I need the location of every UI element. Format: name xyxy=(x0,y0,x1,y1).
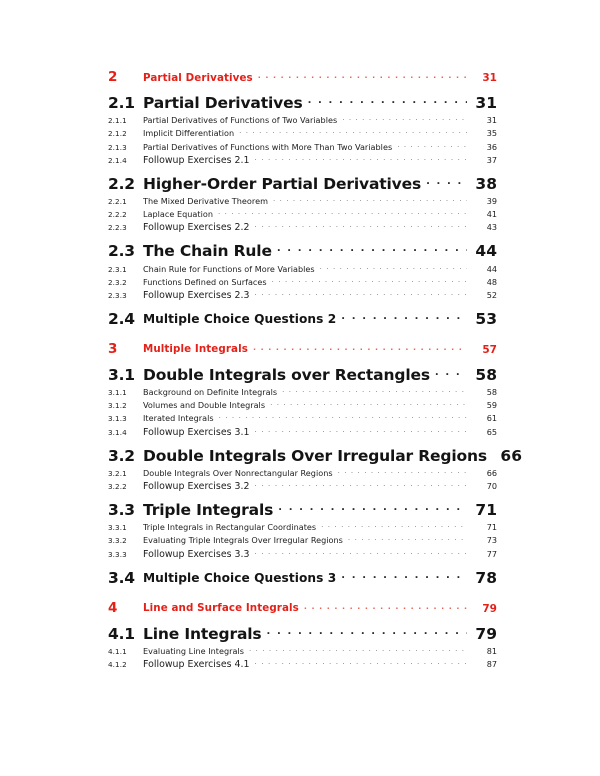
toc-leader-dots xyxy=(426,179,467,189)
toc-leader-dots xyxy=(435,370,467,380)
toc-leader-dots xyxy=(258,74,467,81)
toc-entry-page-number: 35 xyxy=(486,128,497,139)
toc-section-row[interactable] xyxy=(108,569,497,587)
toc-entry-page-number: 79 xyxy=(482,602,497,615)
toc-leader-dots xyxy=(348,537,467,543)
toc-subsection-row[interactable] xyxy=(108,535,497,545)
toc-entry-number: 2.3 xyxy=(108,242,135,261)
toc-entry-page-number: 48 xyxy=(486,276,497,287)
toc-entry-title: The Chain Rule xyxy=(143,242,272,261)
toc-entry-title: The Mixed Derivative Theorem xyxy=(143,195,268,206)
toc-entry-page-number: 70 xyxy=(486,481,497,491)
toc-entry-title: Followup Exercises 4.1 xyxy=(143,658,250,670)
toc-entry-title: Partial Derivatives xyxy=(143,94,303,112)
toc-subsection-row[interactable] xyxy=(108,646,497,656)
toc-entry-number: 3.2.1 xyxy=(108,468,127,478)
toc-chapter-row[interactable] xyxy=(108,600,497,616)
toc-entry-title: Double Integrals over Rectangles xyxy=(143,365,430,384)
toc-entry-title: Followup Exercises 2.2 xyxy=(143,222,250,234)
toc-entry-title: Partial Derivatives of Functions of Two Variables xyxy=(143,115,338,126)
toc-entry-number: 2.2.2 xyxy=(108,210,127,220)
toc-entry-page-number: 52 xyxy=(486,289,497,300)
toc-entry-title: Followup Exercises 3.2 xyxy=(143,481,250,492)
toc-subsection-row[interactable] xyxy=(108,222,497,233)
toc-entry-number: 3.2.2 xyxy=(108,482,127,491)
toc-entry-number: 3.4 xyxy=(108,568,135,587)
toc-entry-page-number: 44 xyxy=(486,263,497,274)
toc-leader-dots xyxy=(342,117,467,123)
toc-entry-page-number: 44 xyxy=(475,242,497,261)
toc-entry-number: 3.1.4 xyxy=(108,427,127,437)
toc-entry-title: Triple Integrals in Rectangular Coordinates xyxy=(143,522,317,533)
toc-subsection-row[interactable] xyxy=(108,155,497,166)
toc-leader-dots xyxy=(282,389,467,395)
toc-section-row[interactable] xyxy=(108,446,522,465)
toc-entry-page-number: 53 xyxy=(475,309,497,328)
toc-entry-page-number: 58 xyxy=(486,387,497,398)
toc-leader-dots xyxy=(321,524,467,530)
toc-subsection-row[interactable] xyxy=(108,209,497,219)
toc-entry-number: 2.1.2 xyxy=(108,129,127,139)
toc-entry-number: 2.3.1 xyxy=(108,264,127,274)
toc-subsection-row[interactable] xyxy=(108,387,497,397)
toc-entry-title: Iterated Integrals xyxy=(143,413,214,424)
toc-entry-title: Double Integrals Over Nonrectangular Regions xyxy=(143,467,333,478)
toc-entry-title: Followup Exercises 3.3 xyxy=(143,548,250,560)
toc-entry-page-number: 81 xyxy=(486,645,497,656)
toc-leader-dots xyxy=(270,402,467,408)
toc-entry-page-number: 71 xyxy=(475,501,497,519)
toc-leader-dots xyxy=(272,278,467,284)
toc-entry-title: Triple Integrals xyxy=(143,501,274,519)
toc-entry-number: 2 xyxy=(108,69,118,85)
toc-leader-dots xyxy=(277,246,467,256)
toc-leader-dots xyxy=(320,265,467,271)
toc-entry-page-number: 71 xyxy=(486,522,497,533)
toc-entry-number: 2.2.3 xyxy=(108,223,127,233)
toc-leader-dots xyxy=(338,470,467,476)
toc-section-row[interactable] xyxy=(108,625,497,643)
toc-entry-number: 3 xyxy=(108,340,118,357)
toc-entry-title: Functions Defined on Surfaces xyxy=(143,276,267,287)
toc-leader-dots xyxy=(397,143,467,149)
toc-subsection-row[interactable] xyxy=(108,549,497,560)
toc-entry-number: 2.2.1 xyxy=(108,196,127,206)
toc-entry-title: Chain Rule for Functions of More Variables xyxy=(143,263,315,274)
toc-subsection-row[interactable] xyxy=(108,659,497,670)
toc-entry-number: 3.1.1 xyxy=(108,388,127,398)
toc-entry-title: Partial Derivatives of Functions with More Than Two Variables xyxy=(143,141,393,152)
toc-subsection-row[interactable] xyxy=(108,142,497,152)
toc-subsection-row[interactable] xyxy=(108,290,497,301)
toc-leader-dots xyxy=(253,346,467,353)
toc-entry-page-number: 78 xyxy=(475,568,497,587)
toc-entry-page-number: 87 xyxy=(486,658,497,669)
toc-entry-title: Followup Exercises 3.1 xyxy=(143,426,250,438)
toc-entry-title: Evaluating Triple Integrals Over Irregular Regions xyxy=(143,535,343,546)
toc-entry-number: 4.1.1 xyxy=(108,646,127,656)
toc-leader-dots xyxy=(255,483,467,489)
toc-leader-dots xyxy=(255,428,467,434)
toc-entry-number: 2.1 xyxy=(108,94,135,112)
toc-entry-number: 3.3.2 xyxy=(108,536,127,546)
toc-entry-page-number: 66 xyxy=(486,467,497,478)
toc-leader-dots xyxy=(255,156,467,162)
toc-entry-page-number: 61 xyxy=(486,413,497,424)
toc-subsection-row[interactable] xyxy=(108,468,497,478)
toc-entry-page-number: 39 xyxy=(486,195,497,206)
toc-entry-number: 2.1.3 xyxy=(108,142,127,152)
toc-entry-title: Multiple Choice Questions 3 xyxy=(143,571,337,586)
toc-entry-page-number: 31 xyxy=(475,94,497,112)
toc-entry-title: Multiple Choice Questions 2 xyxy=(143,312,337,327)
toc-entry-page-number: 31 xyxy=(482,72,497,84)
toc-subsection-row[interactable] xyxy=(108,277,497,287)
toc-subsection-row[interactable] xyxy=(108,522,497,532)
toc-entry-number: 3.3.1 xyxy=(108,523,127,533)
toc-entry-number: 2.1.4 xyxy=(108,155,127,165)
toc-subsection-row[interactable] xyxy=(108,196,497,206)
toc-leader-dots xyxy=(278,505,467,515)
toc-subsection-row[interactable] xyxy=(108,400,497,410)
toc-leader-dots xyxy=(218,211,467,217)
toc-entry-title: Implicit Differentiation xyxy=(143,128,235,139)
toc-leader-dots xyxy=(341,573,467,583)
toc-leader-dots xyxy=(255,291,467,297)
toc-entry-page-number: 37 xyxy=(486,154,497,165)
toc-subsection-row[interactable] xyxy=(108,264,497,274)
toc-leader-dots xyxy=(249,647,467,653)
toc-subsection-row[interactable] xyxy=(108,115,497,125)
toc-section-row[interactable] xyxy=(108,175,497,193)
toc-entry-title: Background on Definite Integrals xyxy=(143,387,278,398)
toc-entry-number: 3.1.3 xyxy=(108,414,127,424)
toc-entry-number: 2.1.1 xyxy=(108,116,127,126)
toc-entry-number: 3.1 xyxy=(108,365,135,384)
toc-leader-dots xyxy=(239,130,467,136)
toc-entry-title: Followup Exercises 2.3 xyxy=(143,289,250,301)
toc-entry-page-number: 57 xyxy=(482,343,497,356)
toc-entry-number: 2.3.3 xyxy=(108,290,127,300)
toc-entry-number: 4.1 xyxy=(108,624,135,643)
toc-subsection-row[interactable] xyxy=(108,413,497,423)
toc-leader-dots xyxy=(273,198,467,204)
toc-entry-title: Evaluating Line Integrals xyxy=(143,645,244,656)
toc-entry-title: Double Integrals Over Irregular Regions xyxy=(143,446,487,465)
toc-section-row[interactable] xyxy=(108,366,497,384)
toc-entry-title: Volumes and Double Integrals xyxy=(143,400,266,411)
toc-chapter-row[interactable] xyxy=(108,341,497,357)
toc-leader-dots xyxy=(267,629,468,639)
toc-entry-number: 3.2 xyxy=(108,446,135,465)
toc-leader-dots xyxy=(255,660,467,666)
toc-entry-number: 2.2 xyxy=(108,174,135,193)
toc-leader-dots xyxy=(341,314,467,324)
toc-section-row[interactable] xyxy=(108,501,497,519)
toc-entry-page-number: 41 xyxy=(486,209,497,220)
toc-entry-page-number: 65 xyxy=(486,426,497,437)
table-of-contents xyxy=(108,56,522,670)
toc-section-row[interactable] xyxy=(108,310,497,328)
toc-entry-number: 2.4 xyxy=(108,309,135,328)
toc-chapter-row[interactable] xyxy=(108,69,497,85)
toc-entry-number: 3.3 xyxy=(108,501,135,519)
toc-entry-page-number: 66 xyxy=(500,446,522,465)
toc-entry-number: 2.3.2 xyxy=(108,277,127,287)
toc-entry-page-number: 36 xyxy=(486,141,497,152)
toc-entry-number: 4.1.2 xyxy=(108,659,127,669)
toc-entry-number: 4 xyxy=(108,599,118,616)
toc-section-row[interactable] xyxy=(108,94,497,112)
toc-entry-page-number: 73 xyxy=(486,535,497,546)
toc-section-row[interactable] xyxy=(108,242,497,260)
toc-leader-dots xyxy=(255,550,467,556)
toc-entry-page-number: 58 xyxy=(475,365,497,384)
toc-leader-dots xyxy=(308,98,467,108)
toc-entry-page-number: 38 xyxy=(475,174,497,193)
toc-entry-title: Line and Surface Integrals xyxy=(143,602,299,615)
toc-entry-page-number: 77 xyxy=(486,548,497,559)
toc-entry-page-number: 59 xyxy=(486,400,497,411)
toc-entry-number: 3.3.3 xyxy=(108,549,127,559)
toc-subsection-row[interactable] xyxy=(108,128,497,138)
toc-entry-page-number: 43 xyxy=(486,222,497,233)
toc-leader-dots xyxy=(255,224,467,230)
toc-entry-title: Followup Exercises 2.1 xyxy=(143,154,250,166)
toc-subsection-row[interactable] xyxy=(108,427,497,438)
toc-entry-page-number: 79 xyxy=(475,624,497,643)
toc-entry-title: Line Integrals xyxy=(143,624,262,643)
toc-entry-title: Laplace Equation xyxy=(143,209,213,220)
toc-entry-title: Higher-Order Partial Derivatives xyxy=(143,174,422,193)
toc-subsection-row[interactable] xyxy=(108,481,497,492)
toc-entry-page-number: 31 xyxy=(486,115,497,126)
toc-entry-number: 3.1.2 xyxy=(108,401,127,411)
toc-entry-title: Multiple Integrals xyxy=(143,343,248,356)
toc-entry-title: Partial Derivatives xyxy=(143,71,253,84)
toc-leader-dots xyxy=(304,604,467,611)
toc-leader-dots xyxy=(219,415,467,421)
